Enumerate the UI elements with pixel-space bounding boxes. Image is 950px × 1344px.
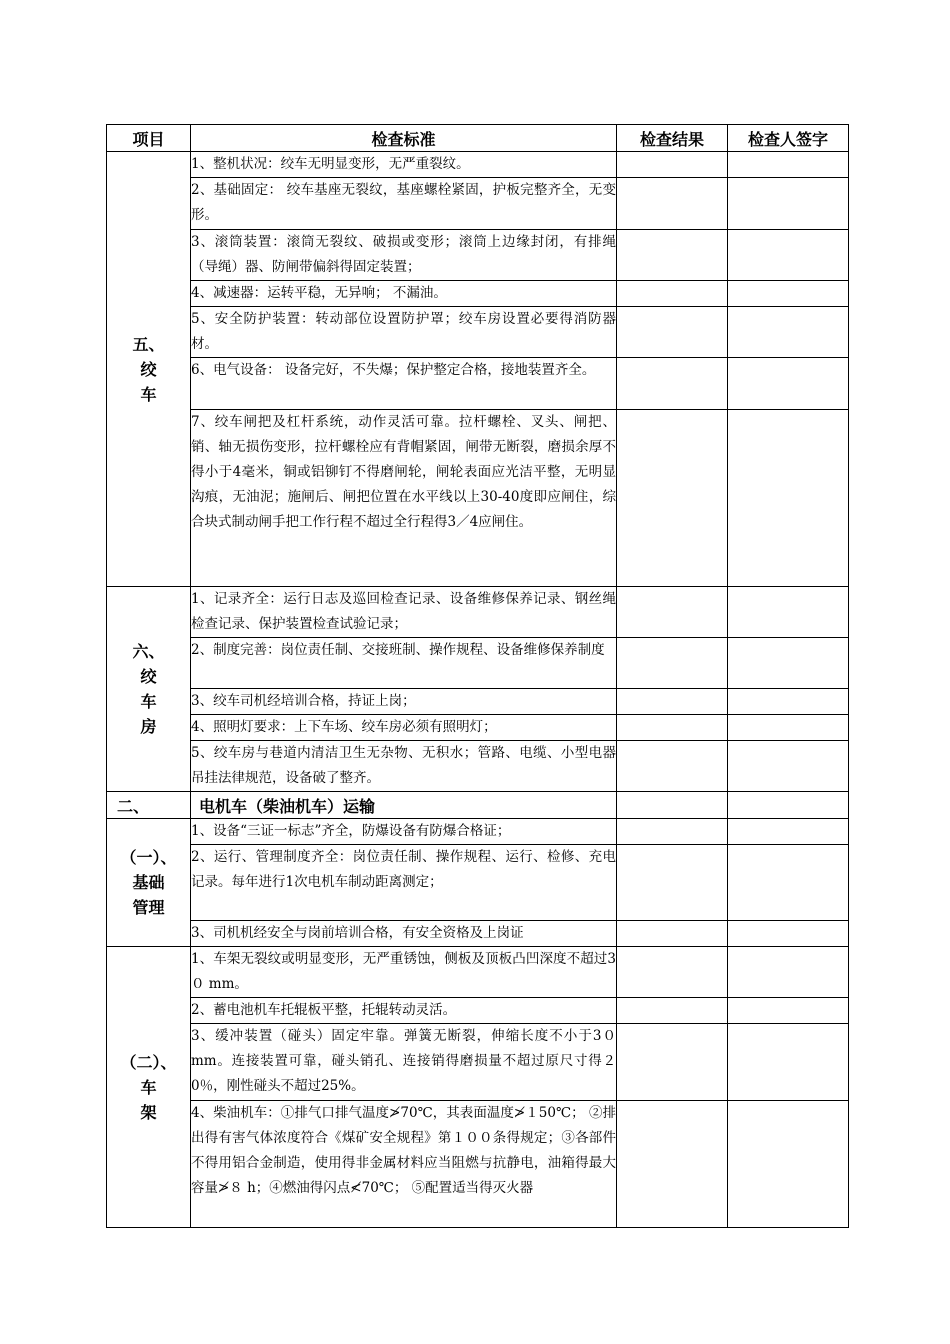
group-label-line: 架: [140, 1102, 157, 1122]
standard-cell: 1、整机状况：绞车无明显变形，无严重裂纹。: [191, 152, 617, 178]
table-row: [107, 152, 849, 178]
group-label-winch: [107, 152, 191, 587]
result-cell[interactable]: [617, 638, 728, 689]
group-label-line: （一）、: [120, 848, 177, 867]
table-row: [107, 1101, 849, 1228]
header-signature: 检查人签字: [728, 125, 849, 152]
table-row: [107, 638, 849, 689]
signature-cell[interactable]: [728, 845, 849, 921]
standard-cell: 1、车架无裂纹或明显变形，无严重锈蚀，侧板及顶板凸凹深度不超过3０ mm。: [191, 947, 617, 998]
result-cell[interactable]: [617, 152, 728, 178]
standard-cell: 3、滚筒装置：滚筒无裂纹、破损或变形；滚筒上边缘封闭，有排绳（导绳）器、防闸带偏斜得固定装置；: [191, 230, 617, 281]
standard-cell: 2、蓄电池机车托辊板平整，托辊转动灵活。: [191, 998, 617, 1024]
table-row: [107, 1024, 849, 1101]
signature-cell[interactable]: [728, 689, 849, 715]
table-row: [107, 689, 849, 715]
result-cell[interactable]: [617, 410, 728, 587]
table-row: [107, 230, 849, 281]
result-cell[interactable]: [617, 998, 728, 1024]
header-result: 检查结果: [617, 125, 728, 152]
table-row: [107, 307, 849, 358]
signature-cell[interactable]: [728, 638, 849, 689]
standard-cell: 1、设备“三证一标志”齐全，防爆设备有防爆合格证；: [191, 819, 617, 845]
signature-cell[interactable]: [728, 587, 849, 638]
result-cell[interactable]: [617, 230, 728, 281]
table-row: [107, 715, 849, 741]
header-row: [107, 125, 849, 152]
standard-cell: 7、绞车闸把及杠杆系统，动作灵活可靠。拉杆螺栓、叉头、闸把、销、轴无损伤变形，拉杆螺栓应有背帽紧固，闸带无断裂，磨损余厚不得小于4毫米，铜或铝铆钉不得磨闸轮，闸轮表面应光洁平整，无明显沟痕，无油泥；施闸后、闸把位置在水平线以上30-40度即应闸住，综合块式制动闸手把工作行程不超过全行程得3／4应闸住。: [191, 410, 617, 587]
standard-cell: 2、运行、管理制度齐全：岗位责任制、操作规程、运行、检修、充电记录。每年进行1次电机车制动距离测定；: [191, 845, 617, 921]
group-label-line: 五、: [132, 334, 165, 354]
signature-cell[interactable]: [728, 947, 849, 998]
group-label-line: 六、: [132, 642, 165, 661]
signature-cell[interactable]: [728, 819, 849, 845]
signature-cell[interactable]: [728, 715, 849, 741]
standard-cell: 3、司机机经安全与岗前培训合格，有安全资格及上岗证: [191, 921, 617, 947]
result-cell[interactable]: [617, 741, 728, 792]
table-row: [107, 281, 849, 307]
table-row: [107, 998, 849, 1024]
result-cell[interactable]: [617, 307, 728, 358]
group-label-line: 车: [140, 1077, 157, 1097]
result-cell[interactable]: [617, 1101, 728, 1228]
result-cell[interactable]: [617, 1024, 728, 1101]
section-code: 二、: [107, 792, 191, 819]
signature-cell[interactable]: [728, 1101, 849, 1228]
standard-cell: 2、制度完善：岗位责任制、交接班制、操作规程、设备维修保养制度: [191, 638, 617, 689]
table-row: [107, 921, 849, 947]
standard-cell: 6、电气设备： 设备完好，不失爆；保护整定合格，接地装置齐全。: [191, 358, 617, 410]
standard-cell: 2、基础固定： 绞车基座无裂纹，基座螺栓紧固，护板完整齐全，无变形。: [191, 178, 617, 230]
signature-cell[interactable]: [728, 921, 849, 947]
signature-cell[interactable]: [728, 792, 849, 819]
result-cell[interactable]: [617, 689, 728, 715]
group-label-frame: [107, 947, 191, 1228]
group-label-line: 绞: [140, 359, 157, 379]
result-cell[interactable]: [617, 792, 728, 819]
group-label-line: 车: [140, 692, 157, 711]
result-cell[interactable]: [617, 178, 728, 230]
inspection-table: [106, 124, 849, 1228]
group-label-line: 基础: [132, 873, 165, 892]
table-row: [107, 178, 849, 230]
standard-cell: 4、减速器：运转平稳，无异响； 不漏油。: [191, 281, 617, 307]
result-cell[interactable]: [617, 587, 728, 638]
group-label-line: （二）、: [120, 1052, 177, 1072]
signature-cell[interactable]: [728, 410, 849, 587]
standard-cell: 5、安全防护装置：转动部位设置防护罩；绞车房设置必要得消防器材。: [191, 307, 617, 358]
header-standard: 检查标准: [191, 125, 617, 152]
group-label-basic-management: [107, 819, 191, 947]
signature-cell[interactable]: [728, 307, 849, 358]
section-row: [107, 792, 849, 819]
signature-cell[interactable]: [728, 281, 849, 307]
result-cell[interactable]: [617, 819, 728, 845]
signature-cell[interactable]: [728, 741, 849, 792]
header-item: 项目: [107, 125, 191, 152]
standard-cell: 3、缓冲装置（碰头）固定牢靠。弹簧无断裂，伸缩长度不小于3０ mm。连接装置可靠，碰头销孔、连接销得磨损量不超过原尺寸得２0％，刚性碰头不超过25%。: [191, 1024, 617, 1101]
standard-cell: 4、柴油机车：①排气口排气温度≯70℃，其表面温度≯１50℃； ②排出得有害气体浓度符合《煤矿安全规程》第１００条得规定；③各部件不得用铝合金制造，使用得非金属材料应当阻燃与抗静电，油箱得最大容量≯８ h；④燃油得闪点≮70℃； ⑤配置适当得灭火器: [191, 1101, 617, 1228]
section-title: 电机车（柴油机车）运输: [191, 792, 617, 819]
result-cell[interactable]: [617, 845, 728, 921]
table-row: [107, 741, 849, 792]
table-row: [107, 358, 849, 410]
group-label-line: 车: [140, 384, 157, 404]
table-row: [107, 845, 849, 921]
table-row: [107, 410, 849, 587]
table-row: [107, 819, 849, 845]
result-cell[interactable]: [617, 715, 728, 741]
group-label-line: 绞: [140, 667, 157, 686]
signature-cell[interactable]: [728, 358, 849, 410]
signature-cell[interactable]: [728, 1024, 849, 1101]
signature-cell[interactable]: [728, 230, 849, 281]
group-label-winch-room: [107, 587, 191, 792]
table-row: [107, 587, 849, 638]
result-cell[interactable]: [617, 281, 728, 307]
standard-cell: 4、照明灯要求：上下车场、绞车房必须有照明灯；: [191, 715, 617, 741]
result-cell[interactable]: [617, 947, 728, 998]
signature-cell[interactable]: [728, 998, 849, 1024]
standard-cell: 3、绞车司机经培训合格，持证上岗；: [191, 689, 617, 715]
group-label-line: 管理: [132, 898, 165, 917]
group-label-line: 房: [140, 717, 157, 736]
table-row: [107, 947, 849, 998]
result-cell[interactable]: [617, 921, 728, 947]
standard-cell: 1、记录齐全：运行日志及巡回检查记录、设备维修保养记录、钢丝绳检查记录、保护装置检查试验记录；: [191, 587, 617, 638]
signature-cell[interactable]: [728, 152, 849, 178]
result-cell[interactable]: [617, 358, 728, 410]
signature-cell[interactable]: [728, 178, 849, 230]
standard-cell: 5、绞车房与巷道内清洁卫生无杂物、无积水；管路、电缆、小型电器吊挂法律规范，设备破了整齐。: [191, 741, 617, 792]
